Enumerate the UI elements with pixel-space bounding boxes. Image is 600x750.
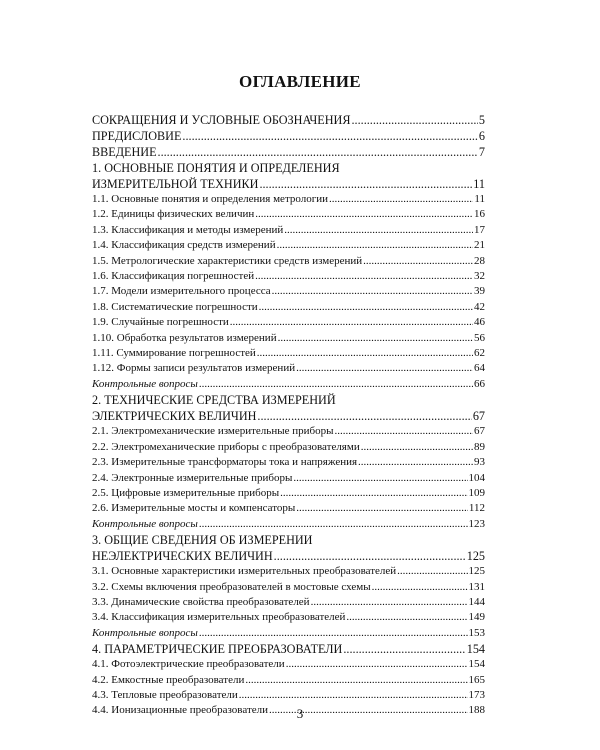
- toc-entry[interactable]: [92, 517, 485, 532]
- toc-page-number: 11: [474, 193, 485, 205]
- toc-page-number: 17: [474, 223, 485, 236]
- toc-entry-text: 1.3. Классификация и методы измерений: [92, 223, 284, 236]
- toc-entry[interactable]: [92, 440, 485, 455]
- toc-page-number: 131: [468, 580, 485, 593]
- toc-page-number: 153: [468, 626, 485, 639]
- toc-entry[interactable]: [92, 626, 485, 641]
- toc-entry[interactable]: [92, 688, 485, 703]
- toc-entry-text: 4.2. Емкостные преобразователи: [92, 673, 245, 686]
- toc-page-number: 66: [474, 377, 485, 390]
- toc-page-number: 11: [473, 177, 485, 191]
- toc-entry[interactable]: [92, 361, 485, 376]
- toc-entry-text: ВВЕДЕНИЕ: [92, 145, 157, 159]
- toc-leader: [343, 641, 465, 657]
- toc-entry-text: ЭЛЕКТРИЧЕСКИХ ВЕЛИЧИН: [92, 409, 257, 424]
- toc-page-number: 154: [468, 658, 485, 671]
- toc-entry-text: СОКРАЩЕНИЯ И УСЛОВНЫЕ ОБОЗНАЧЕНИЯ: [92, 113, 351, 127]
- toc-entry[interactable]: [92, 471, 485, 486]
- toc-entry-text: НЕЭЛЕКТРИЧЕСКИХ ВЕЛИЧИН: [92, 549, 273, 564]
- toc-leader: [239, 688, 468, 703]
- toc-entry[interactable]: [92, 207, 485, 222]
- toc-entry[interactable]: [92, 192, 485, 207]
- toc-leader: [397, 564, 467, 579]
- toc-leader: [363, 254, 473, 269]
- toc-entry[interactable]: [92, 501, 485, 516]
- toc-entry-text: 1.5. Метрологические характеристики средств измерений: [92, 254, 363, 267]
- toc-entry[interactable]: [92, 564, 485, 579]
- toc-page-number: 42: [474, 300, 485, 313]
- toc-entry[interactable]: [92, 315, 485, 330]
- toc-entry[interactable]: [92, 408, 485, 424]
- toc-entry[interactable]: [92, 595, 485, 610]
- toc-entry-text: 1.4. Классификация средств измерений: [92, 239, 276, 252]
- toc-entry-text: 1.9. Случайные погрешности: [92, 316, 229, 329]
- toc-leader: [284, 223, 473, 238]
- toc-leader: [358, 455, 473, 470]
- toc-entry[interactable]: [92, 300, 485, 315]
- toc-entry-text: 1.1. Основные понятия и определения метрологии: [92, 193, 329, 205]
- toc-entry-text: 2.1. Электромеханические измерительные приборы: [92, 425, 334, 438]
- toc-page-number: 56: [474, 331, 485, 344]
- toc-entry-text: 1.8. Систематические погрешности: [92, 300, 258, 313]
- toc-entry[interactable]: [92, 144, 485, 160]
- toc-leader: [296, 501, 468, 516]
- toc-leader: [346, 610, 467, 625]
- toc-entry[interactable]: [92, 269, 485, 284]
- toc-leader: [311, 595, 468, 610]
- toc-leader: [286, 657, 468, 672]
- toc-leader: [257, 346, 473, 361]
- toc-page-number: 6: [478, 129, 485, 143]
- toc-leader: [293, 471, 467, 486]
- toc-page-number: 93: [474, 456, 485, 469]
- toc-page-number: 144: [468, 595, 485, 608]
- table-of-contents: [92, 112, 485, 719]
- toc-entry-text: 2.4. Электронные измерительные приборы: [92, 471, 293, 484]
- toc-leader: [259, 176, 472, 192]
- toc-page-number: 62: [474, 347, 485, 360]
- toc-entry-text: ИЗМЕРИТЕЛЬНОЙ ТЕХНИКИ: [92, 177, 259, 191]
- toc-entry[interactable]: [92, 331, 485, 346]
- toc-entry[interactable]: [92, 657, 485, 672]
- toc-page-number: 104: [468, 471, 485, 484]
- toc-leader: [182, 128, 477, 144]
- toc-entry-text: 3.2. Схемы включения преобразователей в мостовые схемы: [92, 580, 371, 593]
- toc-page-number: 188: [468, 704, 485, 717]
- toc-entry-text: Контрольные вопросы: [92, 517, 198, 530]
- toc-page-number: 123: [468, 517, 485, 530]
- toc-page-number: 149: [468, 611, 485, 624]
- toc-entry[interactable]: [92, 254, 485, 269]
- toc-entry-text: 2.5. Цифровые измерительные приборы: [92, 486, 280, 499]
- toc-page-number: 7: [478, 145, 485, 159]
- page-title: ОГЛАВЛЕНИЕ: [239, 72, 361, 91]
- toc-page-number: 64: [474, 362, 485, 375]
- toc-leader: [274, 548, 466, 564]
- toc-entry-text: 3.1. Основные характеристики измерительных преобразователей: [92, 565, 397, 578]
- toc-leader: [361, 440, 473, 455]
- toc-entry[interactable]: [92, 377, 485, 392]
- toc-entry[interactable]: [92, 610, 485, 625]
- toc-chapter-heading: 3. ОБЩИЕ СВЕДЕНИЯ ОБ ИЗМЕРЕНИИ: [92, 533, 313, 548]
- toc-entry[interactable]: [92, 455, 485, 470]
- toc-leader: [259, 300, 473, 315]
- toc-entry-text: 2.3. Измерительные трансформаторы тока и напряжения: [92, 456, 358, 469]
- toc-entry[interactable]: [92, 641, 485, 657]
- toc-leader: [257, 408, 471, 424]
- page-number: 3: [296, 706, 304, 721]
- toc-page-number: 154: [466, 642, 485, 657]
- toc-entry[interactable]: [92, 486, 485, 501]
- toc-leader: [296, 361, 473, 376]
- toc-leader: [329, 192, 473, 207]
- toc-entry[interactable]: [92, 223, 485, 238]
- toc-entry-text: 2.6. Измерительные мосты и компенсаторы: [92, 502, 296, 515]
- toc-leader: [230, 315, 473, 330]
- toc-leader: [280, 486, 467, 501]
- toc-leader: [199, 517, 468, 532]
- toc-entry[interactable]: [92, 548, 485, 564]
- toc-leader: [352, 112, 478, 128]
- toc-page-number: 173: [468, 688, 485, 701]
- toc-entry[interactable]: [92, 128, 485, 144]
- toc-entry-text: 1.11. Суммирование погрешностей: [92, 347, 256, 360]
- toc-leader: [278, 331, 473, 346]
- toc-entry[interactable]: [92, 673, 485, 688]
- toc-leader: [334, 424, 473, 439]
- toc-entry-text: ПРЕДИСЛОВИЕ: [92, 129, 182, 143]
- toc-leader: [158, 144, 478, 160]
- toc-page-number: 16: [474, 208, 485, 221]
- toc-page-number: 5: [478, 113, 485, 127]
- toc-leader: [255, 269, 473, 284]
- toc-leader: [277, 238, 473, 253]
- toc-entry-text: 1.12. Формы записи результатов измерений: [92, 362, 296, 375]
- toc-leader: [199, 377, 473, 392]
- toc-entry-text: Контрольные вопросы: [92, 377, 198, 390]
- toc-page-number: 89: [474, 440, 485, 453]
- toc-page-number: 67: [472, 409, 485, 424]
- toc-chapter-heading: 2. ТЕХНИЧЕСКИЕ СРЕДСТВА ИЗМЕРЕНИЙ: [92, 393, 336, 408]
- toc-leader: [272, 284, 473, 299]
- toc-entry[interactable]: [92, 238, 485, 253]
- toc-entry-text: 3.3. Динамические свойства преобразователей: [92, 595, 310, 608]
- toc-entry[interactable]: [92, 346, 485, 361]
- toc-entry[interactable]: [92, 176, 485, 192]
- toc-entry-text: 1.7. Модели измерительного процесса: [92, 285, 271, 298]
- toc-page-number: 125: [468, 565, 485, 578]
- toc-page-number: 39: [474, 285, 485, 298]
- toc-leader: [372, 580, 468, 595]
- toc-entry-text: 4.4. Ионизационные преобразователи: [92, 704, 269, 717]
- toc-entry-text: 1.10. Обработка результатов измерений: [92, 331, 277, 344]
- toc-chapter-heading: 1. ОСНОВНЫЕ ПОНЯТИЯ И ОПРЕДЕЛЕНИЯ: [92, 161, 340, 175]
- toc-entry[interactable]: [92, 112, 485, 128]
- toc-entry-text: 4.1. Фотоэлектрические преобразователи: [92, 658, 285, 671]
- toc-leader: [199, 626, 468, 641]
- toc-entry-text: 4. ПАРАМЕТРИЧЕСКИЕ ПРЕОБРАЗОВАТЕЛИ: [92, 642, 343, 657]
- toc-leader: [245, 673, 467, 688]
- toc-entry-text: 2.2. Электромеханические приборы с преобразователями: [92, 440, 360, 453]
- toc-leader: [255, 207, 473, 222]
- toc-page-number: 112: [468, 502, 485, 515]
- toc-page-number: 165: [468, 673, 485, 686]
- toc-page-number: 125: [466, 549, 485, 564]
- toc-page-number: 46: [474, 316, 485, 329]
- toc-entry-text: 1.2. Единицы физических величин: [92, 208, 255, 221]
- toc-entry[interactable]: [92, 580, 485, 595]
- toc-entry-text: 1.6. Классификация погрешностей: [92, 270, 255, 283]
- toc-entry[interactable]: [92, 424, 485, 439]
- toc-page-number: 28: [474, 254, 485, 267]
- toc-page-number: 32: [474, 270, 485, 283]
- toc-page-number: 67: [474, 425, 485, 438]
- toc-entry-text: 4.3. Тепловые преобразователи: [92, 688, 238, 701]
- toc-entry-text: 3.4. Классификация измерительных преобразователей: [92, 611, 346, 624]
- toc-page-number: 21: [474, 239, 485, 252]
- toc-page-number: 109: [468, 486, 485, 499]
- toc-entry[interactable]: [92, 284, 485, 299]
- toc-entry-text: Контрольные вопросы: [92, 626, 198, 639]
